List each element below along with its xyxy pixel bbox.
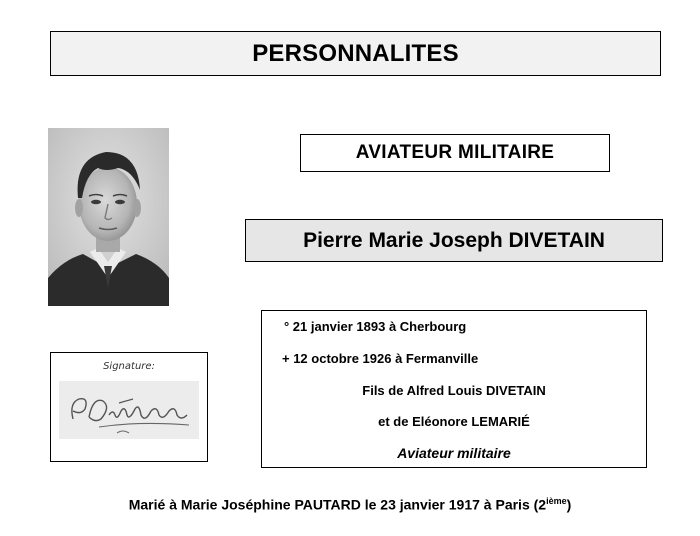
biography-box [261,310,647,468]
death-line: + 12 octobre 1926 à Fermanville [282,351,479,366]
portrait-photo [48,128,169,306]
signature-label: Signature: [103,361,155,372]
father-line: Fils de Alfred Louis DIVETAIN [362,383,546,398]
person-name: Pierre Marie Joseph DIVETAIN [245,219,663,262]
page-title: PERSONNALITES [50,31,661,76]
marriage-closing: ) [566,496,572,513]
occupation-line: Aviateur militaire [397,445,511,461]
signature-image [59,381,199,439]
role-title: AVIATEUR MILITAIRE [300,134,610,172]
birth-line: ° 21 janvier 1893 à Cherbourg [284,319,467,334]
mother-line: et de Eléonore LEMARIÉ [378,414,530,429]
marriage-text: Marié à Marie Joséphine PAUTARD le 23 janvier 1917 à Paris (2 [128,496,547,513]
signature-box [50,352,208,462]
portrait-image [48,128,169,306]
marriage-superscript: ième [546,496,567,506]
marriage-line [0,496,700,513]
